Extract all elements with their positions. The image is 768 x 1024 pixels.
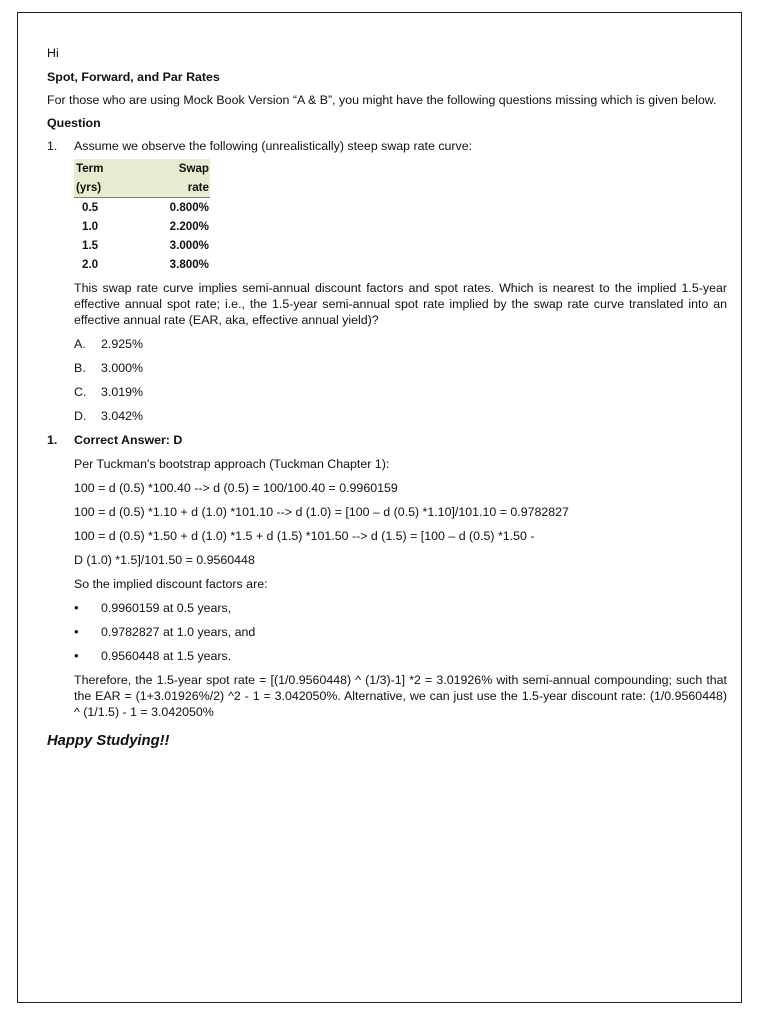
document-content [47, 45, 727, 749]
term-cell: 2.0 [82, 258, 99, 271]
option-text: 3.000% [101, 361, 144, 375]
conclusion-paragraph: Therefore, the 1.5-year spot rate = [(1/0.9560448) ^ (1/3)-1] *2 = 3.01926% with semi-annual compounding; such that the EAR = (1+3.01926%/2) ^2 - 1 = 3.042050%. Alternative, we can just use the 1.5-year discount rate: (1/0.9560448) ^ (1/1.5) - 1 = 3.042050% [74, 673, 727, 719]
table-row [74, 255, 210, 274]
document-page [17, 12, 742, 1003]
table-header-cell: Term [74, 159, 141, 178]
explanation-line: 100 = d (0.5) *100.40 --> d (0.5) = 100/100.40 = 0.9960159 [74, 481, 398, 495]
table-header-row [74, 178, 210, 198]
greeting: Hi [47, 46, 59, 60]
list-item [74, 648, 727, 664]
table-header-cell: (yrs) [74, 178, 141, 198]
answer-heading [47, 432, 727, 448]
question-body: This swap rate curve implies semi-annual discount factors and spot rates. Which is nearest to the implied 1.5-year effective annual spot rate; i.e., the 1.5-year semi-annual spot rate implied by the swap rate curve translated into an effective annual rate (EAR, aka, effective annual yield)? [74, 281, 727, 327]
table-row [74, 236, 210, 255]
explanation-line: 100 = d (0.5) *1.10 + d (1.0) *101.10 --> d (1.0) = [100 – d (0.5) *1.10]/101.10 = 0.9782827 [74, 505, 569, 519]
bullet-text: 0.9960159 at 0.5 years, [101, 601, 232, 615]
rate-cell: 0.800% [169, 201, 209, 214]
bullet-icon: • [74, 600, 79, 615]
section-title: Spot, Forward, and Par Rates [47, 70, 220, 84]
bullet-text: 0.9560448 at 1.5 years. [101, 649, 232, 663]
bullet-icon: • [74, 648, 79, 663]
answer-option [74, 336, 727, 352]
question-number: 1. [47, 139, 58, 153]
swap-rate-table [74, 159, 210, 274]
answer-option [74, 360, 727, 376]
option-text: 3.042% [101, 409, 144, 423]
explanation-line: D (1.0) *1.5]/101.50 = 0.9560448 [74, 553, 255, 567]
table-row [74, 217, 210, 236]
option-letter: D. [74, 409, 87, 423]
table-row [74, 198, 210, 218]
option-text: 3.019% [101, 385, 144, 399]
rate-cell: 3.000% [169, 239, 209, 252]
closing-text: Happy Studying!! [47, 733, 170, 749]
explanation-line: 100 = d (0.5) *1.50 + d (1.0) *1.5 + d (1.5) *101.50 --> d (1.5) = [100 – d (0.5) *1.50 - [74, 529, 535, 543]
table-header-cell: Swap [141, 159, 210, 178]
bullet-icon: • [74, 624, 79, 639]
table-header-row [74, 159, 210, 178]
bullet-text: 0.9782827 at 1.0 years, and [101, 625, 256, 639]
option-letter: C. [74, 385, 87, 399]
term-cell: 1.0 [82, 220, 99, 233]
question-text: Assume we observe the following (unrealistically) steep swap rate curve: [74, 139, 473, 153]
option-text: 2.925% [101, 337, 144, 351]
option-letter: A. [74, 337, 86, 351]
list-item [74, 624, 727, 640]
rate-cell: 3.800% [169, 258, 209, 271]
answer-option [74, 408, 727, 424]
explanation-line: So the implied discount factors are: [74, 577, 268, 591]
intro-paragraph: For those who are using Mock Book Version “A & B”, you might have the following questions missing which is given below. [47, 93, 717, 107]
term-cell: 0.5 [82, 201, 99, 214]
answer-number: 1. [47, 433, 58, 447]
list-item [74, 600, 727, 616]
term-cell: 1.5 [82, 239, 99, 252]
option-letter: B. [74, 361, 86, 375]
question-heading: Question [47, 116, 101, 130]
answer-heading-text: Correct Answer: D [74, 433, 183, 447]
explanation-line: Per Tuckman's bootstrap approach (Tuckman Chapter 1): [74, 457, 390, 471]
table-header-cell: rate [141, 178, 210, 198]
question-item [47, 138, 727, 154]
rate-cell: 2.200% [169, 220, 209, 233]
answer-option [74, 384, 727, 400]
